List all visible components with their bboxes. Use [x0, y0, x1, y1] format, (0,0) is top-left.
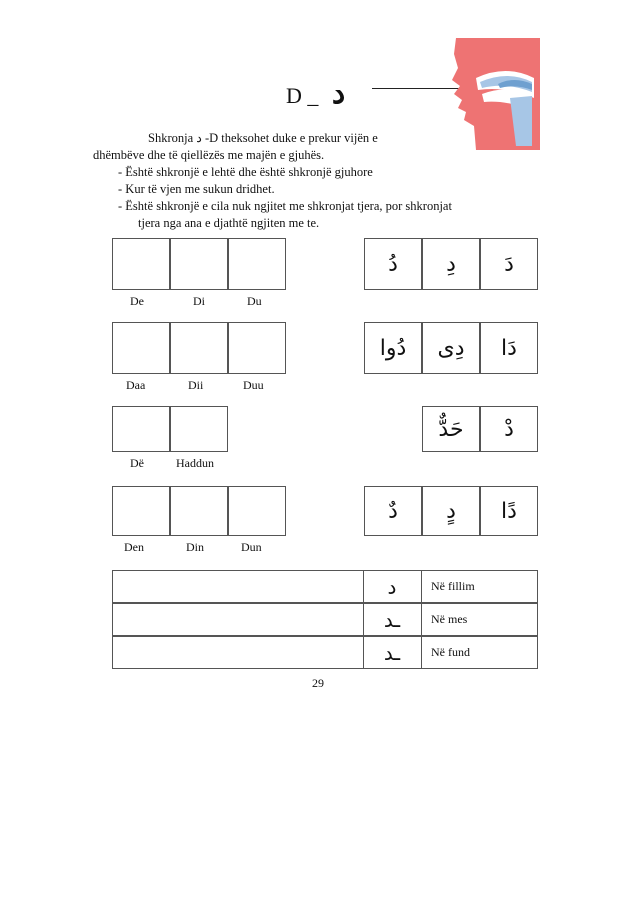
position-glyph: ـد — [383, 640, 401, 665]
position-row — [112, 570, 538, 603]
answer-box[interactable] — [170, 322, 228, 374]
position-label: Në mes — [431, 612, 468, 626]
title-arabic: د — [331, 77, 346, 110]
arabic-cell: دَا — [480, 322, 538, 374]
syllable-label: Dë — [130, 456, 144, 470]
bullet-3-cont: tjera nga ana e djathtë ngjiten me te. — [138, 216, 320, 230]
bullet-text: Është shkronjë e lehtë dhe është shkronjë gjuhore — [125, 165, 373, 179]
syllable-label: Duu — [243, 378, 264, 392]
bullet-2: - Kur të vjen me sukun dridhet. — [118, 182, 275, 196]
syllable-label: Di — [193, 294, 205, 308]
bullet-text: Kur të vjen me sukun dridhet. — [125, 182, 275, 196]
bullet-1: - Është shkronjë e lehtë dhe është shkronjë gjuhore — [118, 165, 373, 179]
syllable-label: Den — [124, 540, 144, 554]
arabic-cell: دْ — [480, 406, 538, 452]
answer-box[interactable] — [112, 322, 170, 374]
arabic-cell: دِى — [422, 322, 480, 374]
syllable-label: Daa — [126, 378, 146, 392]
answer-box[interactable] — [170, 238, 228, 290]
answer-box[interactable] — [170, 486, 228, 536]
syllable-label: Dun — [241, 540, 262, 554]
arabic-cell: حَدٌّ — [422, 406, 480, 452]
intro-line-2: dhëmbëve dhe të qiellëzës me majën e gjuhës. — [93, 148, 325, 162]
page-number: 29 — [312, 676, 324, 690]
bullet-text: Është shkronjë e cila nuk ngjitet me shkronjat tjera, por shkronjat — [125, 199, 452, 213]
position-label: Në fillim — [431, 579, 475, 593]
bullet-3: - Është shkronjë e cila nuk ngjitet me shkronjat tjera, por shkronjat — [118, 199, 452, 213]
position-glyph: د — [387, 574, 397, 599]
syllable-label: Dii — [188, 378, 204, 392]
answer-box[interactable] — [112, 238, 170, 290]
answer-box[interactable] — [228, 486, 286, 536]
arabic-cell: دٍ — [422, 486, 480, 536]
syllable-label: Haddun — [176, 456, 214, 470]
arabic-cell: دُ — [364, 238, 422, 290]
answer-box[interactable] — [228, 238, 286, 290]
answer-box[interactable] — [112, 406, 170, 452]
arabic-cell: دَ — [480, 238, 538, 290]
arabic-cell: دًا — [480, 486, 538, 536]
intro-line-1: Shkronja د -D theksohet duke e prekur vijën e — [148, 131, 378, 145]
syllable-label: Din — [186, 540, 204, 554]
syllable-label: Du — [247, 294, 262, 308]
position-row — [112, 603, 538, 636]
page-title — [286, 76, 345, 111]
title-latin: D _ — [286, 83, 319, 108]
answer-box[interactable] — [170, 406, 228, 452]
arabic-cell: دٌ — [364, 486, 422, 536]
position-row — [112, 636, 538, 669]
position-label: Në fund — [431, 645, 470, 659]
position-glyph: ـد — [383, 607, 401, 632]
mouth-illustration — [446, 38, 540, 150]
arabic-cell: دُوا — [364, 322, 422, 374]
answer-box[interactable] — [228, 322, 286, 374]
answer-box[interactable] — [112, 486, 170, 536]
arabic-cell: دِ — [422, 238, 480, 290]
syllable-label: De — [130, 294, 144, 308]
